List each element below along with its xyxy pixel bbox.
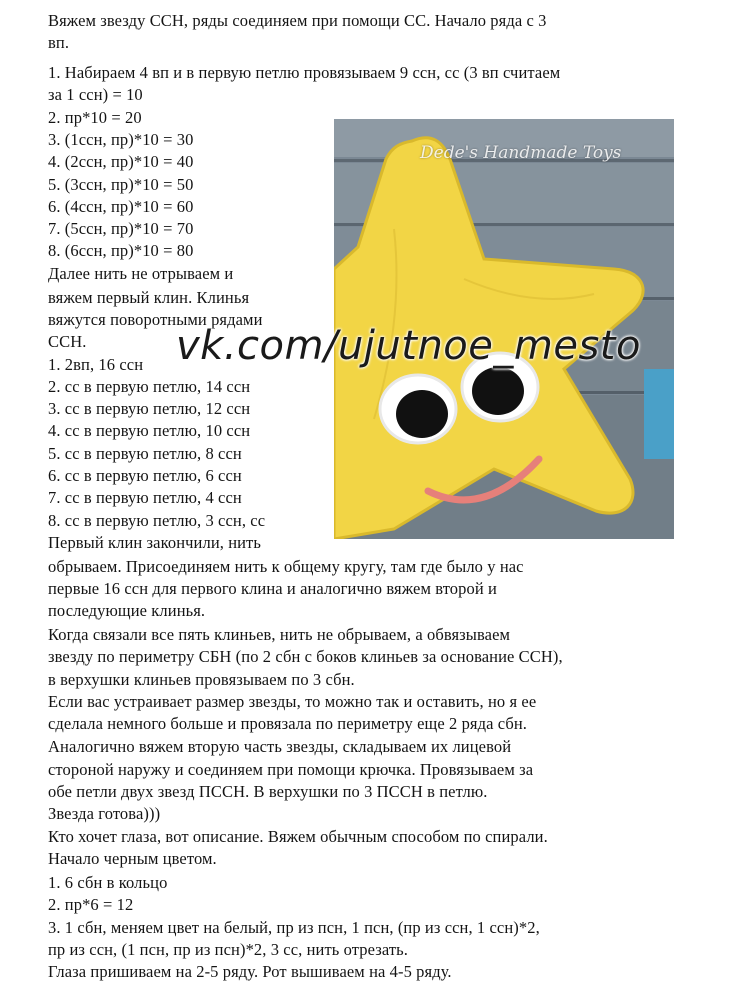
vk-link-watermark: vk.com/ujutnoe_mesto (176, 323, 641, 369)
text-line: 3. сс в первую петлю, 12 ссн (48, 399, 251, 418)
text-line: 5. сс в первую петлю, 8 ссн (48, 444, 242, 463)
text-line: 1. Набираем 4 вп и в первую петлю провязываем 9 ссн, сс (3 вп считаем (48, 63, 561, 82)
text-line: обе петли двух звезд ПССН. В верхушки по 3 ПССН в петлю. (48, 782, 488, 801)
text-line: 6. (4ссн, пр)*10 = 60 (48, 197, 194, 216)
text-line: Звезда готова))) (48, 804, 161, 823)
text-line: вп. (48, 33, 70, 52)
text-line: 7. сс в первую петлю, 4 ссн (48, 488, 242, 507)
text-line: ССН. (48, 332, 87, 351)
text-line: 8. (6ссн, пр)*10 = 80 (48, 241, 194, 260)
text-line: Глаза пришиваем на 2-5 ряду. Рот вышиваем на 4-5 ряду. (48, 962, 452, 981)
text-line: 3. (1ссн, пр)*10 = 30 (48, 130, 194, 149)
text-line: 2. сс в первую петлю, 14 ссн (48, 377, 251, 396)
text-line: Аналогично вяжем вторую часть звезды, складываем их лицевой (48, 737, 512, 756)
text-line: 4. (2ссн, пр)*10 = 40 (48, 152, 194, 171)
text-line: обрываем. Присоединяем нить к общему кругу, там где было у нас (48, 557, 524, 576)
text-line: вяжем первый клин. Клинья (48, 288, 250, 307)
text-line: 1. 2вп, 16 ссн (48, 355, 144, 374)
text-line: 3. 1 сбн, меняем цвет на белый, пр из псн, 1 псн, (пр из ссн, 1 ссн)*2, (48, 918, 540, 937)
text-line: Начало черным цветом. (48, 849, 217, 868)
text-line: звезду по периметру СБН (по 2 сбн с боков клиньев за основание ССН), (48, 647, 563, 666)
text-line: 4. сс в первую петлю, 10 ссн (48, 421, 251, 440)
text-line: первые 16 ссн для первого клина и аналогично вяжем второй и (48, 579, 497, 598)
text-line: Первый клин закончили, нить (48, 533, 261, 552)
text-line: 6. сс в первую петлю, 6 ссн (48, 466, 242, 485)
text-line: 7. (5ссн, пр)*10 = 70 (48, 219, 194, 238)
text-line: Кто хочет глаза, вот описание. Вяжем обычным способом по спирали. (48, 827, 548, 846)
text-line: вяжутся поворотными рядами (48, 310, 263, 329)
text-line: Вяжем звезду ССН, ряды соединяем при помощи СС. Начало ряда с 3 (48, 11, 547, 30)
text-line: Далее нить не отрываем и (48, 264, 234, 283)
text-line: пр из ссн, (1 псн, пр из псн)*2, 3 сс, нить отрезать. (48, 940, 409, 959)
text-line: стороной наружу и соединяем при помощи крючка. Провязываем за (48, 760, 534, 779)
text-line: Когда связали все пять клиньев, нить не обрываем, а обвязываем (48, 625, 511, 644)
text-line: за 1 ссн) = 10 (48, 85, 143, 104)
text-line: 8. сс в первую петлю, 3 ссн, сс (48, 511, 266, 530)
text-line: сделала немного больше и провязала по периметру еще 2 ряда сбн. (48, 714, 528, 733)
text-line: 2. пр*6 = 12 (48, 895, 134, 914)
text-line: 1. 6 сбн в кольцо (48, 873, 168, 892)
text-line: 5. (3ссн, пр)*10 = 50 (48, 175, 194, 194)
text-line: последующие клинья. (48, 601, 206, 620)
text-line: в верхушки клиньев провязываем по 3 сбн. (48, 670, 355, 689)
photo-brand-watermark: Dede's Handmade Toys (420, 143, 622, 163)
text-line: 2. пр*10 = 20 (48, 108, 142, 127)
text-line: Если вас устраивает размер звезды, то можно так и оставить, но я ее (48, 692, 537, 711)
